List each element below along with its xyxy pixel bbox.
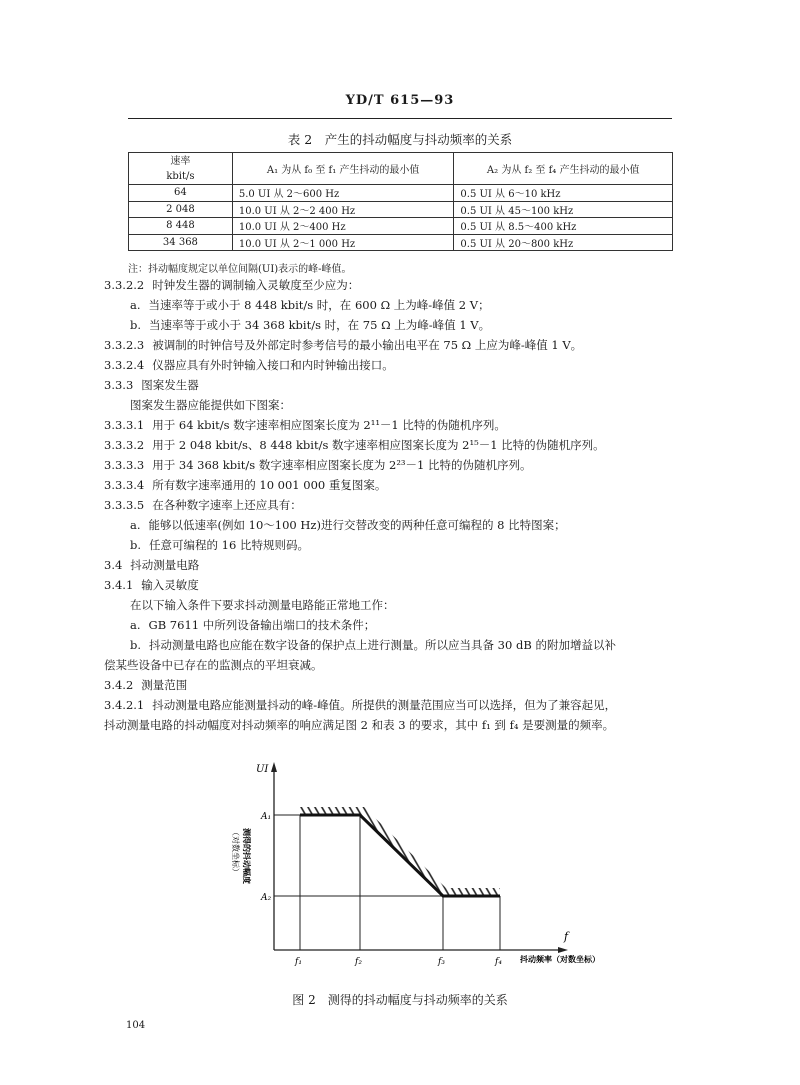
clause-text: 被调制的时钟信号及外部定时参考信号的最小输出电平在 75 Ω 上应为峰-峰值 1 V。 bbox=[152, 338, 583, 352]
clause-number: 3.3.3.4 bbox=[104, 478, 145, 492]
x-axis-arrow bbox=[558, 947, 568, 953]
table-row bbox=[129, 234, 673, 251]
a2-cell: 0.5 UI 从 45～100 kHz bbox=[454, 201, 673, 218]
clause-3-3-2-2 bbox=[104, 277, 359, 293]
clause-text: 在各种数字速率上还应具有： bbox=[152, 498, 302, 512]
a1-cell: 10.0 UI 从 2～400 Hz bbox=[232, 218, 454, 235]
f3-label: f₃ bbox=[438, 957, 445, 967]
table-header-row bbox=[129, 153, 673, 185]
rate-cell: 2 048 bbox=[129, 201, 233, 218]
clause-3-4-2 bbox=[104, 677, 187, 693]
table-row bbox=[129, 218, 673, 235]
clause-3-3-3 bbox=[104, 377, 199, 393]
clause-3-3-3-3 bbox=[104, 457, 532, 473]
clause-3-3-3-1 bbox=[104, 417, 506, 433]
item-b bbox=[130, 537, 309, 553]
header-a2: A₂ 为从 f₂ 至 f₄ 产生抖动的最小值 bbox=[454, 153, 673, 185]
clause-number: 3.3.3.2 bbox=[104, 438, 145, 452]
item-text: 当速率等于或小于 34 368 kbit/s 时，在 75 Ω 上为峰-峰值 1 V。 bbox=[149, 318, 491, 332]
clause-number: 3.3.3.5 bbox=[104, 498, 145, 512]
table-row bbox=[129, 185, 673, 202]
boundary-hatching bbox=[300, 807, 500, 896]
a1-cell: 10.0 UI 从 2～1 000 Hz bbox=[232, 234, 454, 251]
table-caption: 表 2 产生的抖动幅度与抖动频率的关系 bbox=[287, 132, 513, 147]
header-rate-cell bbox=[129, 153, 233, 185]
clause-text: 所有数字速率通用的 10 001 000 重复图案。 bbox=[152, 478, 387, 492]
item-a bbox=[130, 297, 490, 313]
clause-number: 3.3.3.3 bbox=[104, 458, 145, 472]
item-a bbox=[130, 517, 566, 533]
clause-text: 输入灵敏度 bbox=[141, 578, 199, 592]
clause-text: 抖动测量电路应能测量抖动的峰-峰值。所提供的测量范围应当可以选择，但为了兼容起见， bbox=[152, 698, 617, 712]
item-text: 当速率等于或小于 8 448 kbit/s 时，在 600 Ω 上为峰-峰值 2 V； bbox=[148, 298, 490, 312]
table-row bbox=[129, 201, 673, 218]
section-3-4 bbox=[104, 557, 199, 573]
y-axis-arrow bbox=[271, 762, 277, 772]
clause-number: 3.4.1 bbox=[104, 578, 134, 592]
standard-code-header: YD/T 615—93 bbox=[345, 93, 455, 108]
a2-label: A₂ bbox=[261, 893, 272, 903]
item-marker: b. bbox=[130, 638, 142, 652]
a2-cell: 0.5 UI 从 6～10 kHz bbox=[454, 185, 673, 202]
response-mask-line bbox=[300, 815, 500, 896]
y-axis-title: UI bbox=[256, 764, 269, 775]
a2-cell: 0.5 UI 从 8.5～400 kHz bbox=[454, 218, 673, 235]
clause-3-3-3-4 bbox=[104, 477, 386, 493]
paragraph-line: 偿某些设备中已存在的监测点的平坦衰减。 bbox=[104, 658, 323, 672]
item-b bbox=[130, 317, 490, 333]
clause-text: 用于 34 368 kbit/s 数字速率相应图案长度为 2²³－1 比特的伪随机序列。 bbox=[152, 458, 532, 472]
a1-cell: 5.0 UI 从 2～600 Hz bbox=[232, 185, 454, 202]
clause-3-3-2-3 bbox=[104, 337, 582, 353]
clause-text: 抖动测量电路 bbox=[130, 558, 200, 572]
item-marker: b. bbox=[130, 318, 142, 332]
page-number: 104 bbox=[126, 1020, 146, 1031]
y-axis-label-scale: （对数坐标） bbox=[231, 828, 240, 876]
item-a bbox=[130, 617, 375, 633]
paragraph-line: 在以下输入条件下要求抖动测量电路能正常地工作： bbox=[130, 598, 395, 612]
a1-label: A₁ bbox=[261, 812, 272, 822]
item-text: GB 7611 中所列设备输出端口的技术条件； bbox=[148, 618, 376, 632]
jitter-range-diagram bbox=[230, 750, 600, 980]
header-rule bbox=[128, 118, 672, 119]
item-marker: a. bbox=[130, 298, 141, 312]
f4-label: f₄ bbox=[495, 957, 502, 967]
table-note: 注：抖动幅度规定以单位间隔(UI)表示的峰-峰值。 bbox=[128, 264, 352, 275]
f2-label: f₂ bbox=[355, 957, 362, 967]
clause-text: 用于 2 048 kbit/s、8 448 kbit/s 数字速率相应图案长度为 2¹⁵－1 比特的伪随机序列。 bbox=[152, 438, 605, 452]
header-a1: A₁ 为从 f₀ 至 f₁ 产生抖动的最小值 bbox=[232, 153, 454, 185]
header-rate: 速率 bbox=[170, 155, 191, 167]
rate-cell: 64 bbox=[129, 185, 233, 202]
item-marker: a. bbox=[130, 518, 141, 532]
y-axis-label: 测得的抖动幅度 bbox=[242, 828, 251, 884]
paragraph-line: 图案发生器应能提供如下图案： bbox=[130, 398, 291, 412]
item-marker: a. bbox=[130, 618, 141, 632]
f1-label: f₁ bbox=[295, 957, 302, 967]
clause-3-4-1 bbox=[104, 577, 199, 593]
clause-text: 图案发生器 bbox=[141, 378, 199, 392]
clause-text: 时钟发生器的调制输入灵敏度至少应为： bbox=[152, 278, 360, 292]
x-axis-title: f bbox=[564, 930, 569, 943]
item-marker: b. bbox=[130, 538, 142, 552]
clause-number: 3.4.2 bbox=[104, 678, 134, 692]
clause-number: 3.3.3.1 bbox=[104, 418, 145, 432]
rate-cell: 8 448 bbox=[129, 218, 233, 235]
clause-number: 3.4 bbox=[104, 558, 123, 572]
item-text: 抖动测量电路也应能在数字设备的保护点上进行测量。所以应当具备 30 dB 的附加增益以补 bbox=[149, 638, 616, 652]
clause-number: 3.4.2.1 bbox=[104, 698, 145, 712]
x-axis-label: 抖动频率（对数坐标） bbox=[520, 955, 600, 964]
item-b bbox=[130, 637, 616, 653]
clause-number: 3.3.2.3 bbox=[104, 338, 145, 352]
a2-cell: 0.5 UI 从 20～800 kHz bbox=[454, 234, 673, 251]
paragraph-line: 抖动测量电路的抖动幅度对抖动频率的响应满足图 2 和表 3 的要求，其中 f₁ 到 f₄ 是要测量的频率。 bbox=[104, 718, 615, 732]
clause-3-4-2-1 bbox=[104, 697, 616, 713]
rate-cell: 34 368 bbox=[129, 234, 233, 251]
clause-3-3-3-5 bbox=[104, 497, 302, 513]
clause-number: 3.3.3 bbox=[104, 378, 134, 392]
item-text: 能够以低速率(例如 10～100 Hz)进行交替改变的两种任意可编程的 8 比特图案； bbox=[148, 518, 566, 532]
clause-text: 仪器应具有外时钟输入接口和内时钟输出接口。 bbox=[152, 358, 394, 372]
item-text: 任意可编程的 16 比特规则码。 bbox=[149, 538, 309, 552]
header-rate-unit: kbit/s bbox=[166, 170, 195, 182]
a1-cell: 10.0 UI 从 2～2 400 Hz bbox=[232, 201, 454, 218]
clause-text: 测量范围 bbox=[141, 678, 188, 692]
figure-caption: 图 2 测得的抖动幅度与抖动频率的关系 bbox=[292, 993, 508, 1007]
clause-number: 3.3.2.4 bbox=[104, 358, 145, 372]
jitter-table bbox=[128, 152, 673, 251]
clause-3-3-3-2 bbox=[104, 437, 605, 453]
clause-3-3-2-4 bbox=[104, 357, 394, 373]
clause-text: 用于 64 kbit/s 数字速率相应图案长度为 2¹¹－1 比特的伪随机序列。 bbox=[152, 418, 506, 432]
clause-number: 3.3.2.2 bbox=[104, 278, 145, 292]
